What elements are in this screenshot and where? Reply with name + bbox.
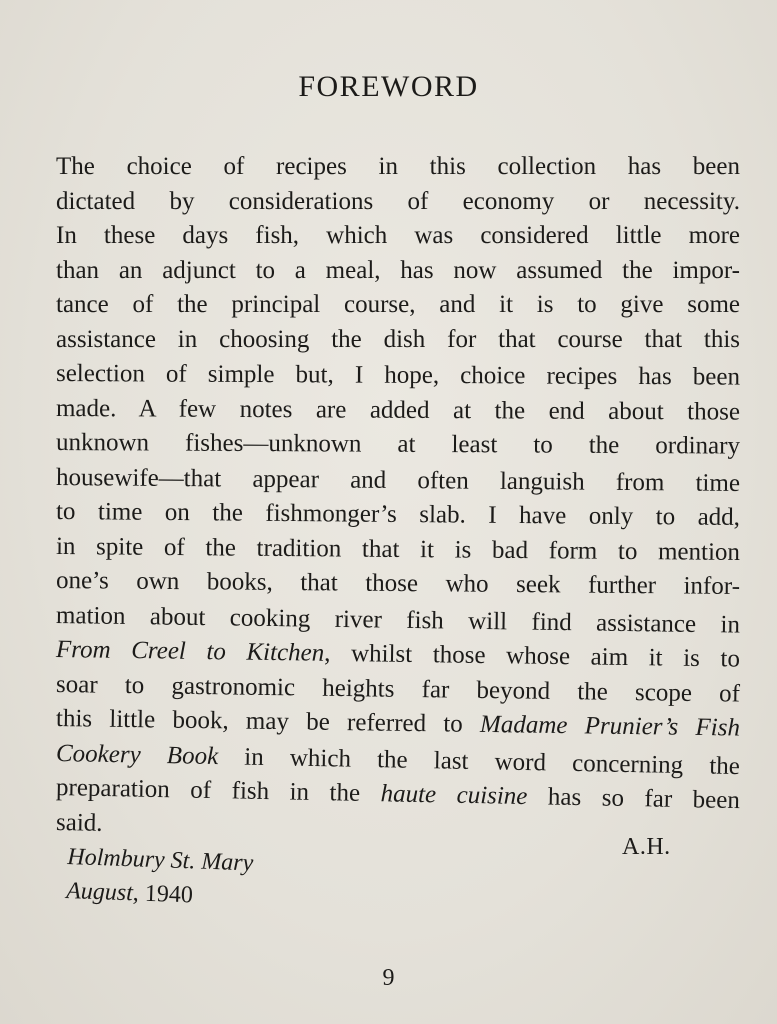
- text-line: housewife—that appear and often languish from time: [55, 463, 741, 497]
- book-title-italic: From Creel to Kitchen: [55, 636, 325, 667]
- text-line: tance of the principal course, and it is to give some: [56, 291, 740, 318]
- text-line: in spite of the tradition that it is bad form to mention: [55, 532, 741, 566]
- phrase-italic: haute cuisine: [380, 780, 528, 811]
- text-line: soar to gastronomic heights far beyond the scope of: [55, 670, 741, 708]
- line-text: preparation of fish in the: [55, 774, 381, 808]
- line-text: has so far been: [527, 783, 741, 815]
- text-line: said.: [55, 808, 103, 837]
- text-line: unknown fishes—unknown at least to the ordinary: [55, 429, 741, 460]
- text-line: The choice of recipes in this collection has been: [56, 153, 740, 180]
- page-number: 9: [382, 965, 395, 991]
- line-text: , whilst those whose aim it is to: [324, 639, 741, 673]
- place-name: Holmbury St. Mary: [66, 843, 254, 877]
- date-year: , 1940: [132, 880, 194, 909]
- text-line: assistance in choosing the dish for that course that this: [56, 325, 740, 353]
- text-line: In these days fish, which was considered little more: [56, 222, 740, 249]
- line-text: in which the last word concerning the: [217, 742, 741, 780]
- author-initials: A.H.: [622, 834, 671, 860]
- text-line: one’s own books, that those who seek further infor-: [55, 567, 741, 600]
- text-line: selection of simple but, I hope, choice recipes has been: [55, 360, 741, 391]
- line-text: this little book, may be referred to: [55, 705, 481, 738]
- book-title-italic: Madame Prunier’s Fish: [479, 710, 741, 742]
- date-month: August: [65, 877, 134, 907]
- place-date-block: [66, 840, 254, 914]
- page-title: FOREWORD: [298, 70, 479, 103]
- text-line: than an adjunct to a meal, has now assumed the impor-: [56, 256, 740, 284]
- text-line: dictated by considerations of economy or necessity.: [56, 187, 740, 215]
- book-title-italic: Cookery Book: [55, 739, 219, 770]
- text-line: mation about cooking river fish will find assistance in: [55, 601, 741, 639]
- date-line: [66, 874, 253, 914]
- text-line: to time on the fishmonger’s slab. I have only to add,: [55, 498, 741, 531]
- text-line: made. A few notes are added at the end about those: [55, 394, 741, 426]
- foreword-paragraph: [56, 150, 740, 840]
